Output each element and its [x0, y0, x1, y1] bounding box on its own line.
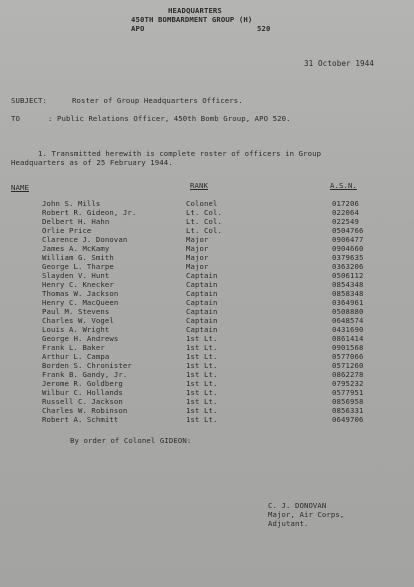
officer-name: Clarence J. Donovan: [42, 235, 128, 244]
officer-name: Charles W. Vogel: [42, 316, 114, 325]
signature-title: Major, Air Corps,: [268, 510, 345, 519]
officer-rank: 1st Lt.: [186, 397, 218, 406]
officer-asn: 0577951: [332, 388, 364, 397]
officer-asn: 0506112: [332, 271, 364, 280]
officer-name: George L. Tharpe: [42, 262, 114, 271]
officer-name: Arthur L. Campa: [42, 352, 110, 361]
officer-name: George H. Andrews: [42, 334, 119, 343]
officer-name: Delbert H. Hahn: [42, 217, 110, 226]
officer-rank: 1st Lt.: [186, 343, 218, 352]
officer-name: John S. Mills: [42, 199, 101, 208]
officer-rank: Captain: [186, 298, 218, 307]
officer-name: Frank L. Baker: [42, 343, 105, 352]
officer-asn: 0901568: [332, 343, 364, 352]
officer-rank: Captain: [186, 271, 218, 280]
officer-rank: 1st Lt.: [186, 406, 218, 415]
officer-rank: 1st Lt.: [186, 334, 218, 343]
officer-rank: Major: [186, 262, 209, 271]
officer-name: Jerome R. Goldberg: [42, 379, 123, 388]
officer-name: Henry C. Knecker: [42, 280, 114, 289]
to-label: TO: [11, 114, 20, 123]
officer-rank: Major: [186, 244, 209, 253]
officer-asn: 0858348: [332, 289, 364, 298]
officer-name: Slayden V. Hunt: [42, 271, 110, 280]
officer-rank: 1st Lt.: [186, 379, 218, 388]
officer-rank: Captain: [186, 325, 218, 334]
officer-asn: 0504766: [332, 226, 364, 235]
officer-name: Russell C. Jackson: [42, 397, 123, 406]
roster-row: [0, 416, 414, 425]
officer-asn: 0649706: [332, 415, 364, 424]
header-apo-label: APO: [131, 24, 145, 33]
officer-rank: Captain: [186, 316, 218, 325]
signature-role: Adjutant.: [268, 519, 309, 528]
officer-rank: 1st Lt.: [186, 388, 218, 397]
officer-name: Thomas W. Jackson: [42, 289, 119, 298]
officer-name: James A. McKamy: [42, 244, 110, 253]
officer-asn: 022549: [332, 217, 359, 226]
officer-name: Wilbur C. Hollands: [42, 388, 123, 397]
officer-asn: 022064: [332, 208, 359, 217]
officer-rank: 1st Lt.: [186, 415, 218, 424]
officer-rank: Captain: [186, 280, 218, 289]
header-line-2: 450TH BOMBARDMENT GROUP (H): [131, 15, 253, 24]
officer-rank: 1st Lt.: [186, 370, 218, 379]
column-header-asn: A.S.N.: [330, 181, 357, 190]
document-date: 31 October 1944: [304, 59, 375, 68]
officer-asn: 0577066: [332, 352, 364, 361]
officer-name: Robert A. Schmitt: [42, 415, 119, 424]
closing-line: By order of Colonel GIDEON:: [70, 436, 192, 445]
officer-asn: 0363206: [332, 262, 364, 271]
subject-label: SUBJECT:: [11, 96, 47, 105]
officer-rank: 1st Lt.: [186, 352, 218, 361]
officer-rank: 1st Lt.: [186, 361, 218, 370]
officer-asn: 0906477: [332, 235, 364, 244]
officer-rank: Major: [186, 235, 209, 244]
officer-asn: 0862278: [332, 370, 364, 379]
officer-name: Borden S. Chronister: [42, 361, 132, 370]
officer-asn: 0364961: [332, 298, 364, 307]
officer-asn: 0431690: [332, 325, 364, 334]
officer-name: Frank B. Gandy, Jr.: [42, 370, 128, 379]
officer-asn: 0856331: [332, 406, 364, 415]
officer-rank: Captain: [186, 289, 218, 298]
officer-asn: 0795232: [332, 379, 364, 388]
officer-name: Charles W. Robinson: [42, 406, 128, 415]
officer-name: Henry C. MacQueen: [42, 298, 119, 307]
officer-asn: 017206: [332, 199, 359, 208]
officer-name: Louis A. Wright: [42, 325, 110, 334]
subject-text: Roster of Group Headquarters Officers.: [72, 96, 243, 105]
header-line-1: HEADQUARTERS: [168, 6, 222, 15]
officer-rank: Major: [186, 253, 209, 262]
paragraph-line-1: 1. Transmitted herewith is complete roster of officers in Group: [38, 149, 322, 158]
officer-asn: 0854348: [332, 280, 364, 289]
officer-name: Orlie Price: [42, 226, 92, 235]
to-text: : Public Relations Officer, 450th Bomb Group, APO 520.: [48, 114, 291, 123]
officer-asn: 0904660: [332, 244, 364, 253]
header-apo-number: 520: [257, 24, 271, 33]
officer-asn: 0571260: [332, 361, 364, 370]
column-header-rank: RANK: [190, 181, 208, 190]
officer-rank: Lt. Col.: [186, 208, 222, 217]
officer-rank: Captain: [186, 307, 218, 316]
officer-rank: Colonel: [186, 199, 218, 208]
officer-asn: 0861414: [332, 334, 364, 343]
officer-rank: Lt. Col.: [186, 217, 222, 226]
signature-name: C. J. DONOVAN: [268, 501, 327, 510]
column-header-name: NAME: [11, 183, 29, 192]
paragraph-line-2: Headquarters as of 25 February 1944.: [11, 158, 173, 167]
officer-name: Robert R. Gideon, Jr.: [42, 208, 137, 217]
officer-name: William G. Smith: [42, 253, 114, 262]
officer-asn: 0648574: [332, 316, 364, 325]
officer-asn: 0379635: [332, 253, 364, 262]
officer-name: Paul M. Stevens: [42, 307, 110, 316]
officer-asn: 0856958: [332, 397, 364, 406]
officer-rank: Lt. Col.: [186, 226, 222, 235]
officer-asn: 0508880: [332, 307, 364, 316]
